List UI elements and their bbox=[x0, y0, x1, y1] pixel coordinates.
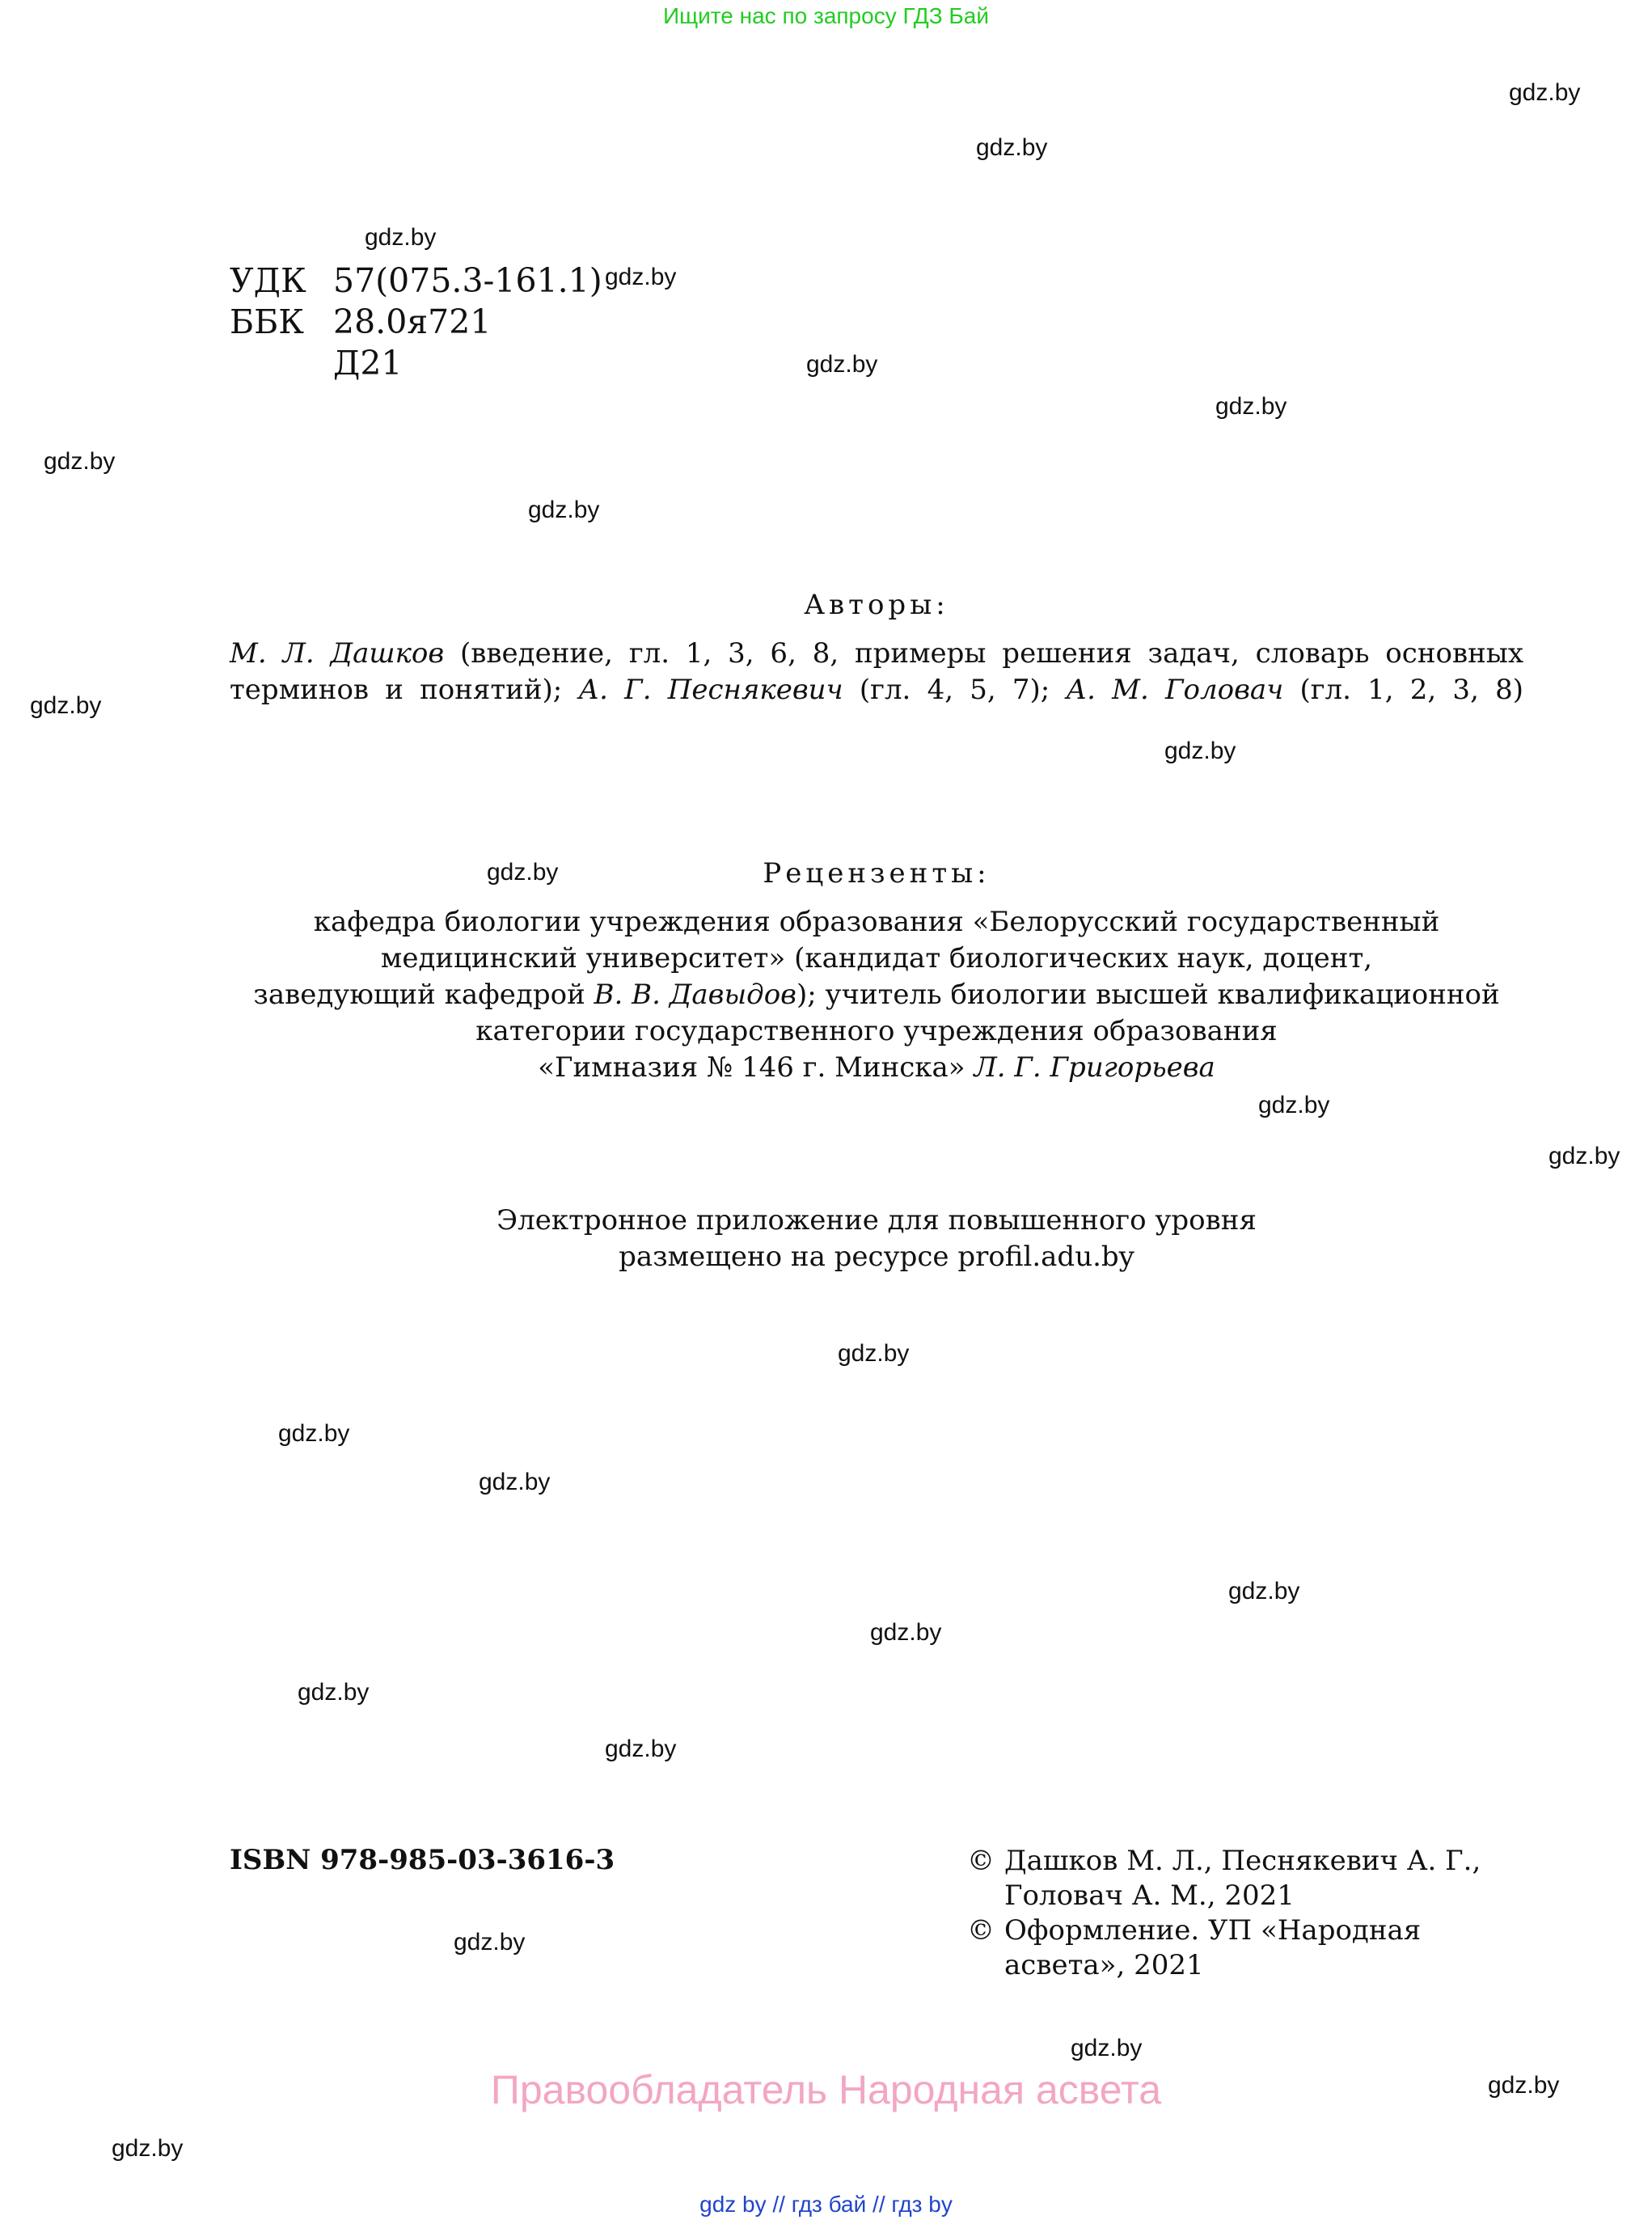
reviewer-name: Л. Г. Григорьева bbox=[974, 1051, 1215, 1084]
copyright-block bbox=[967, 1844, 1525, 1983]
watermark: gdz.by bbox=[806, 351, 878, 378]
appendix-line: размещено на ресурсе profil.adu.by bbox=[619, 1241, 1134, 1273]
watermark: gdz.by bbox=[487, 859, 559, 886]
reviewer-name: В. В. Давыдов bbox=[594, 979, 796, 1011]
reviewers-block bbox=[230, 904, 1523, 1086]
watermark: gdz.by bbox=[112, 2135, 184, 2162]
watermark: gdz.by bbox=[1488, 2072, 1560, 2099]
author-name: А. М. Головач bbox=[1066, 674, 1284, 706]
copyright-symbol: © bbox=[967, 1845, 995, 1877]
udk-value: 57(075.3-161.1) bbox=[333, 261, 602, 300]
watermark: gdz.by bbox=[1548, 1143, 1620, 1169]
authors-line-2 bbox=[230, 672, 1523, 708]
watermark: gdz.by bbox=[30, 692, 102, 719]
author-mark: Д21 bbox=[333, 344, 403, 383]
watermark: gdz.by bbox=[1215, 393, 1287, 420]
watermark: gdz.by bbox=[1509, 79, 1581, 106]
watermark: gdz.by bbox=[605, 1736, 677, 1762]
watermark: gdz.by bbox=[454, 1929, 526, 1956]
reviewers-text: ); учитель биологии высшей квалификационной bbox=[796, 979, 1500, 1011]
reviewers-line: категории государственного учреждения образования bbox=[475, 1015, 1278, 1047]
reviewers-title: Рецензенты: bbox=[763, 857, 991, 890]
copyright-item bbox=[967, 1844, 1525, 1913]
watermark: gdz.by bbox=[44, 448, 116, 475]
watermark: gdz.by bbox=[278, 1420, 350, 1447]
reviewers-line bbox=[230, 977, 1523, 1013]
watermark: gdz.by bbox=[365, 224, 437, 251]
footer-links: gdz by // гдз бай // гдз by bbox=[699, 2192, 953, 2217]
watermark: gdz.by bbox=[1164, 738, 1236, 764]
copyright-item bbox=[967, 1913, 1525, 1983]
author-role: (введение, гл. 1, 3, 6, 8, примеры решения задач, словарь основных bbox=[444, 637, 1523, 670]
author-role: (гл. 1, 2, 3, 8) bbox=[1283, 674, 1523, 706]
watermark: gdz.by bbox=[838, 1340, 910, 1367]
authors-block bbox=[230, 636, 1523, 708]
top-banner: Ищите нас по запросу ГДЗ Бай bbox=[662, 3, 990, 28]
udk-label: УДК bbox=[230, 261, 306, 300]
electronic-appendix-note bbox=[230, 1203, 1523, 1275]
classification-block bbox=[230, 260, 602, 384]
watermark: gdz.by bbox=[605, 264, 677, 290]
watermark: gdz.by bbox=[976, 134, 1048, 161]
watermark: gdz.by bbox=[298, 1679, 370, 1706]
author-role: (гл. 4, 5, 7); bbox=[843, 674, 1067, 706]
appendix-line: Электронное приложение для повышенного уровня bbox=[496, 1204, 1257, 1237]
copyright-text: Дашков М. Л., Песнякевич А. Г., Головач А. М., 2021 bbox=[1004, 1845, 1481, 1912]
reviewers-line: кафедра биологии учреждения образования «Белорусский государственный bbox=[313, 906, 1440, 938]
bbk-value: 28.0я721 bbox=[333, 302, 492, 341]
authors-line-1 bbox=[230, 636, 1523, 672]
author-role: терминов и понятий); bbox=[230, 674, 579, 706]
watermark: gdz.by bbox=[1228, 1578, 1300, 1605]
watermark: gdz.by bbox=[1071, 2035, 1143, 2061]
author-name: М. Л. Дашков bbox=[230, 637, 445, 670]
bbk-label: ББК bbox=[230, 302, 304, 341]
rights-holder: Правообладатель Народная асвета bbox=[490, 2067, 1162, 2112]
authors-title: Авторы: bbox=[804, 589, 949, 621]
copyright-symbol: © bbox=[967, 1914, 995, 1947]
reviewers-line: медицинский университет» (кандидат биологических наук, доцент, bbox=[380, 942, 1373, 975]
watermark: gdz.by bbox=[479, 1469, 551, 1495]
reviewers-line bbox=[230, 1050, 1523, 1086]
isbn: ISBN 978-985-03-3616-3 bbox=[230, 1844, 615, 1876]
copyright-text: Оформление. УП «Народная асвета», 2021 bbox=[1004, 1914, 1422, 1981]
author-name: А. Г. Песнякевич bbox=[578, 674, 843, 706]
watermark: gdz.by bbox=[1258, 1092, 1330, 1118]
watermark: gdz.by bbox=[528, 497, 600, 523]
watermark: gdz.by bbox=[870, 1619, 942, 1646]
reviewers-text: заведующий кафедрой bbox=[253, 979, 594, 1011]
reviewers-text: «Гимназия № 146 г. Минска» bbox=[538, 1051, 974, 1084]
